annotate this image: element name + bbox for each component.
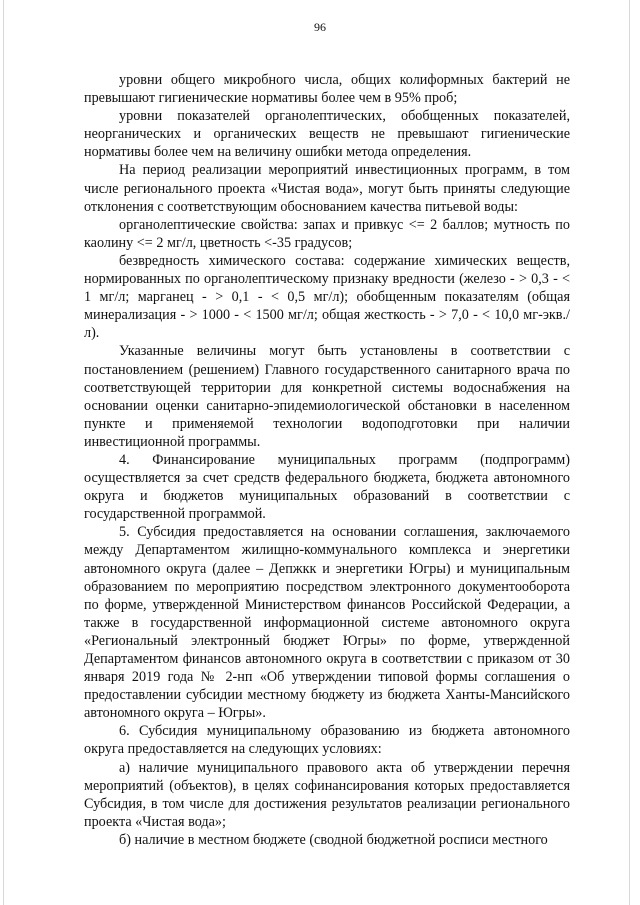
paragraph-condition-b: б) наличие в местном бюджете (сводной бюджетной росписи местного: [119, 831, 548, 848]
paragraph-item-5-subsidy-agreement: 5. Субсидия предоставляется на основании соглашения, заключаемого между Департаментом жилищно-коммунального комплекса и энергетики автономного округа (далее – Депжкк и энергетики Югры) и муниципальным образованием по мероприятию посредством электронного документооборота по форме, утвержденной Министерством финансов Российской Федерации, а также в государственной информационной системе автономного округа «Региональный электронный бюджет Югры» по форме, утвержденной Департаментом финансов автономного округа в соответствии с приказом от 30 января 2019 года № 2-нп «Об утверждении типовой формы соглашения о предоставлении субсидии местному бюджету из бюджета Ханты-Мансийского автономного округа – Югры».: [84, 524, 570, 722]
paragraph-established-values: Указанные величины могут быть установлены в соответствии с постановлением (решением) Главного государственного санитарного врача по соответствующей территории для конкретной системы водоснабжения на основании оценки санитарно-эпидемиологической обстановки в населенном пункте и применяемой технологии водоподготовки при наличии инвестиционной программы.: [84, 343, 570, 450]
paragraph-condition-a: а) наличие муниципального правового акта об утверждении перечня мероприятий (объектов), в целях софинансирования которых предоставляется Субсидия, в том числе для достижения результатов реализации регионального проекта «Чистая вода»;: [84, 759, 570, 830]
paragraph-investment-period: На период реализации мероприятий инвестиционных программ, в том числе регионального проекта «Чистая вода», могут быть приняты следующие отклонения с соответствующим обоснованием качества питьевой воды:: [84, 162, 570, 215]
paragraph-item-6-conditions: 6. Субсидия муниципальному образованию из бюджета автономного округа предоставляется на следующих условиях:: [84, 723, 570, 758]
paragraph-organoleptic-properties: органолептические свойства: запах и привкус <= 2 баллов; мутность по каолину <= 2 мг/л, цветность <-35 градусов;: [84, 216, 570, 251]
document-body: [84, 71, 570, 849]
paragraph-microbial-levels: уровни общего микробного числа, общих колиформных бактерий не превышают гигиенические нормативы более чем в 95% проб;: [84, 72, 570, 107]
paragraph-item-4-financing: 4. Финансирование муниципальных программ (подпрограмм) осуществляется за счет средств федерального бюджета, бюджета автономного округа и бюджетов муниципальных образований в соответствии с государственной программой.: [84, 451, 570, 523]
page-number: 96: [314, 20, 326, 34]
page-right-edge: [629, 0, 630, 905]
paragraph-organoleptic-indicators: уровни показателей органолептических, обобщенных показателей, неорганических и органических веществ не превышают гигиенические нормативы более чем на величину ошибки метода определения.: [84, 108, 570, 161]
paragraph-chemical-safety: безвредность химического состава: содержание химических веществ, нормированных по органолептическому признаку вредности (железо - > 0,3 - < 1 мг/л; марганец - > 0,1 - < 0,5 мг/л); обобщенным показателям (общая минерализация - > 1000 - < 1500 мг/л; общая жесткость - > 7,0 - < 10,0 мг-экв./л).: [84, 252, 570, 342]
page-left-edge: [3, 0, 4, 905]
